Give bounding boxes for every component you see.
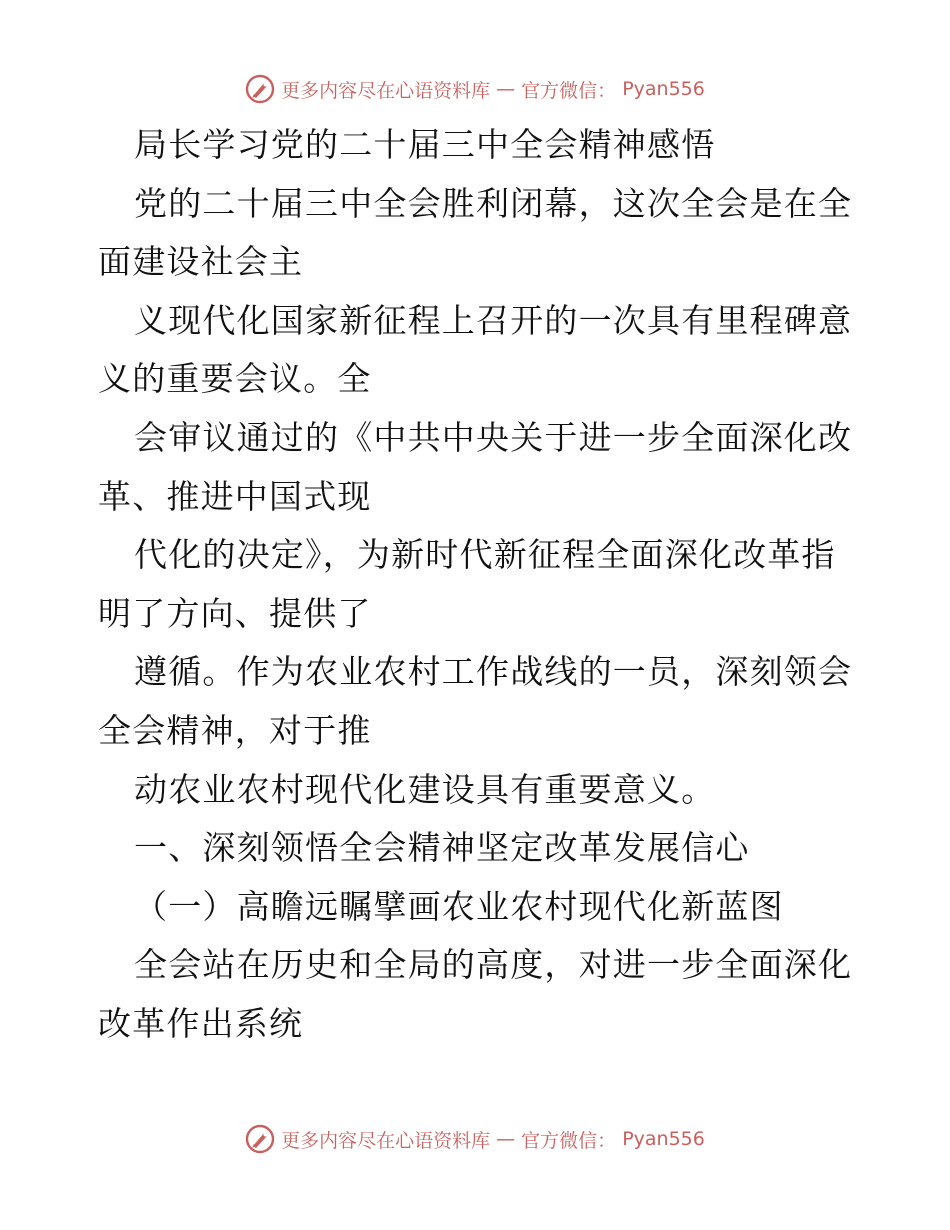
text-line: 全会精神，对于推: [98, 710, 372, 750]
document-title: 局长学习党的二十届三中全会精神感悟: [134, 125, 716, 164]
text-line: 代化的决定》，为新时代新征程全面深化改革指: [134, 535, 836, 575]
text-line: 革、推进中国式现: [98, 476, 372, 516]
watermark-dash: —: [496, 1128, 516, 1150]
text-line: 全会站在历史和全局的高度，对进一步全面深化: [134, 945, 853, 985]
text-line: 义的重要会议。全: [98, 359, 372, 399]
text-line: 动农业农村现代化建设具有重要意义。: [134, 769, 716, 809]
subsection-heading: （一）高瞻远瞩擘画农业农村现代化新蓝图: [134, 886, 784, 926]
pen-nib-logo-icon: [245, 74, 275, 104]
header-watermark: [0, 74, 950, 104]
watermark-wechat-label: 官方微信：: [521, 79, 617, 102]
watermark-site-text: 更多内容尽在心语资料库: [281, 79, 491, 102]
watermark-wechat-label: 官方微信：: [521, 1129, 617, 1152]
text-line: 改革作出系统: [98, 1003, 304, 1043]
footer-watermark: [0, 1124, 950, 1154]
watermark-dash: —: [496, 78, 516, 100]
text-line: 党的二十届三中全会胜利闭幕，这次全会是在全: [134, 183, 853, 223]
watermark-wechat-id: Pyan556: [622, 1128, 705, 1150]
text-line: 面建设社会主: [98, 242, 304, 282]
text-line: 义现代化国家新征程上召开的一次具有里程碑意: [134, 300, 853, 340]
text-line: 明了方向、提供了: [98, 593, 372, 633]
pen-nib-logo-icon: [245, 1124, 275, 1154]
document-body: [98, 116, 854, 1054]
section-heading: 一、深刻领悟全会精神坚定改革发展信心: [134, 828, 750, 868]
watermark-site-text: 更多内容尽在心语资料库: [281, 1129, 491, 1152]
text-line: 会审议通过的《中共中央关于进一步全面深化改: [134, 417, 853, 457]
text-line: 遵循。作为农业农村工作战线的一员，深刻领会: [134, 652, 853, 692]
watermark-wechat-id: Pyan556: [622, 78, 705, 100]
